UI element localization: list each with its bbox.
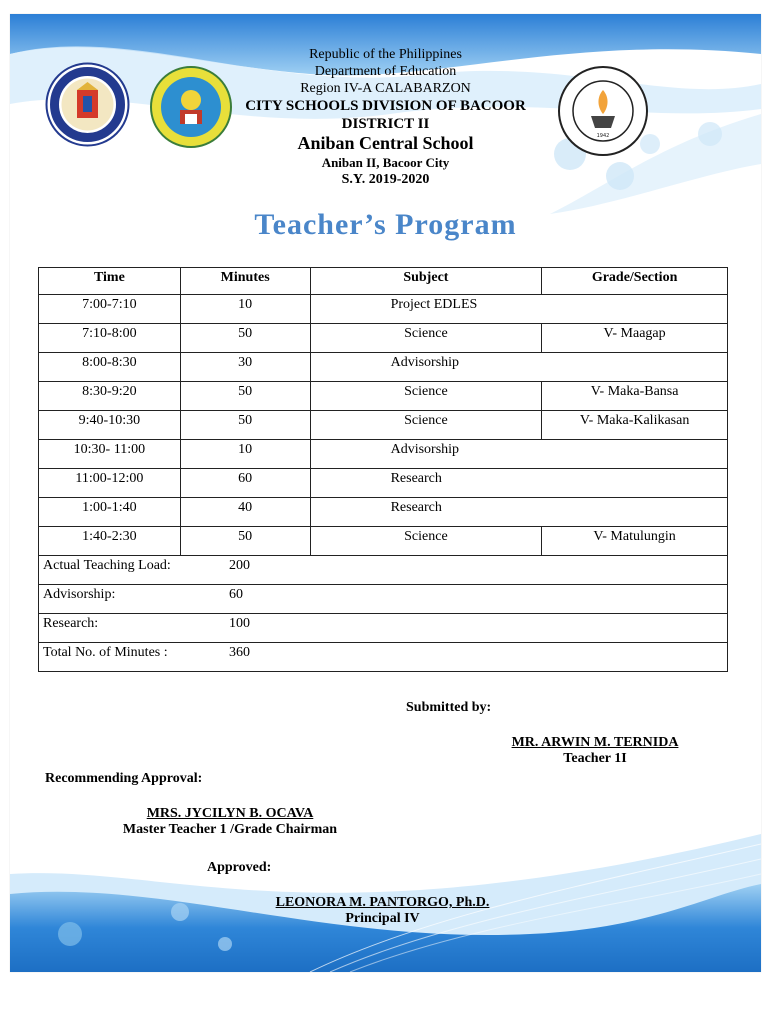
section-cell: V- Maka-Bansa (542, 382, 728, 411)
recommending-title: Master Teacher 1 /Grade Chairman (122, 822, 338, 837)
table-row (39, 469, 728, 498)
minutes-cell: 40 (180, 498, 310, 527)
subject-cell: Science (310, 411, 542, 440)
summary-label: Advisorship: (43, 587, 116, 602)
subject-cell: Research (310, 469, 727, 498)
section-cell: V- Maagap (542, 324, 728, 353)
time-cell: 7:10-8:00 (39, 324, 181, 353)
summary-row (39, 585, 728, 614)
region-line: Region IV-A CALABARZON (300, 81, 471, 96)
subject-cell: Advisorship (310, 353, 727, 382)
school-year: S.Y. 2019-2020 (341, 172, 430, 187)
submitted-name: MR. ARWIN M. TERNIDA (511, 735, 679, 750)
department-line: Department of Education (314, 64, 457, 79)
submitted-title: Teacher 1I (563, 751, 627, 766)
table-row (39, 411, 728, 440)
summary-label: Total No. of Minutes : (43, 645, 168, 660)
table-row (39, 527, 728, 556)
district-line: DISTRICT II (341, 116, 430, 132)
section-cell: V- Maka-Kalikasan (542, 411, 728, 440)
table-row (39, 382, 728, 411)
minutes-cell: 50 (180, 527, 310, 556)
division-line: CITY SCHOOLS DIVISION OF BACOOR (245, 98, 526, 114)
summary-cell (39, 643, 728, 672)
table-row (39, 498, 728, 527)
summary-value: 360 (229, 645, 250, 660)
table-header-row (39, 268, 728, 295)
document-page (10, 14, 761, 972)
summary-label: Actual Teaching Load: (43, 558, 171, 573)
header-time: Time (39, 268, 181, 295)
summary-row (39, 614, 728, 643)
approved-title: Principal IV (345, 911, 420, 926)
section-cell: V- Matulungin (542, 527, 728, 556)
page-title: Teacher’s Program (254, 208, 517, 241)
table-row (39, 324, 728, 353)
time-cell: 10:30- 11:00 (39, 440, 181, 469)
letterhead (10, 46, 761, 189)
summary-value: 60 (229, 587, 243, 602)
time-cell: 1:00-1:40 (39, 498, 181, 527)
summary-row (39, 556, 728, 585)
table-row (39, 440, 728, 469)
summary-cell (39, 556, 728, 585)
summary-value: 100 (229, 616, 250, 631)
approved-signature (260, 895, 505, 927)
subject-cell: Project EDLES (310, 295, 727, 324)
republic-line: Republic of the Philippines (309, 47, 462, 62)
header-subject: Subject (310, 268, 542, 295)
time-cell: 9:40-10:30 (39, 411, 181, 440)
submitted-signature (480, 735, 710, 767)
school-address: Aniban II, Bacoor City (321, 155, 450, 170)
subject-cell: Science (310, 527, 542, 556)
minutes-cell: 50 (180, 324, 310, 353)
approved-label: Approved: (207, 860, 272, 875)
subject-cell: Research (310, 498, 727, 527)
time-cell: 11:00-12:00 (39, 469, 181, 498)
program-table (38, 267, 728, 672)
summary-value: 200 (229, 558, 250, 573)
subject-cell: Science (310, 324, 542, 353)
time-cell: 8:00-8:30 (39, 353, 181, 382)
summary-row (39, 643, 728, 672)
minutes-cell: 10 (180, 440, 310, 469)
time-cell: 7:00-7:10 (39, 295, 181, 324)
submitted-label: Submitted by: (406, 700, 492, 715)
summary-label: Research: (43, 616, 99, 631)
table-row (39, 353, 728, 382)
time-cell: 8:30-9:20 (39, 382, 181, 411)
recommending-name: MRS. JYCILYN B. OCAVA (146, 806, 314, 821)
summary-cell (39, 614, 728, 643)
subject-cell: Advisorship (310, 440, 727, 469)
subject-cell: Science (310, 382, 542, 411)
table-row (39, 295, 728, 324)
header-section: Grade/Section (542, 268, 728, 295)
approved-name: LEONORA M. PANTORGO, Ph.D. (275, 895, 490, 910)
recommending-label: Recommending Approval: (45, 771, 203, 786)
recommending-signature (100, 806, 360, 838)
time-cell: 1:40-2:30 (39, 527, 181, 556)
minutes-cell: 50 (180, 411, 310, 440)
minutes-cell: 30 (180, 353, 310, 382)
minutes-cell: 10 (180, 295, 310, 324)
school-name: Aniban Central School (297, 133, 474, 153)
summary-cell (39, 585, 728, 614)
header-minutes: Minutes (180, 268, 310, 295)
minutes-cell: 60 (180, 469, 310, 498)
minutes-cell: 50 (180, 382, 310, 411)
svg-text:1942: 1942 (596, 133, 610, 139)
